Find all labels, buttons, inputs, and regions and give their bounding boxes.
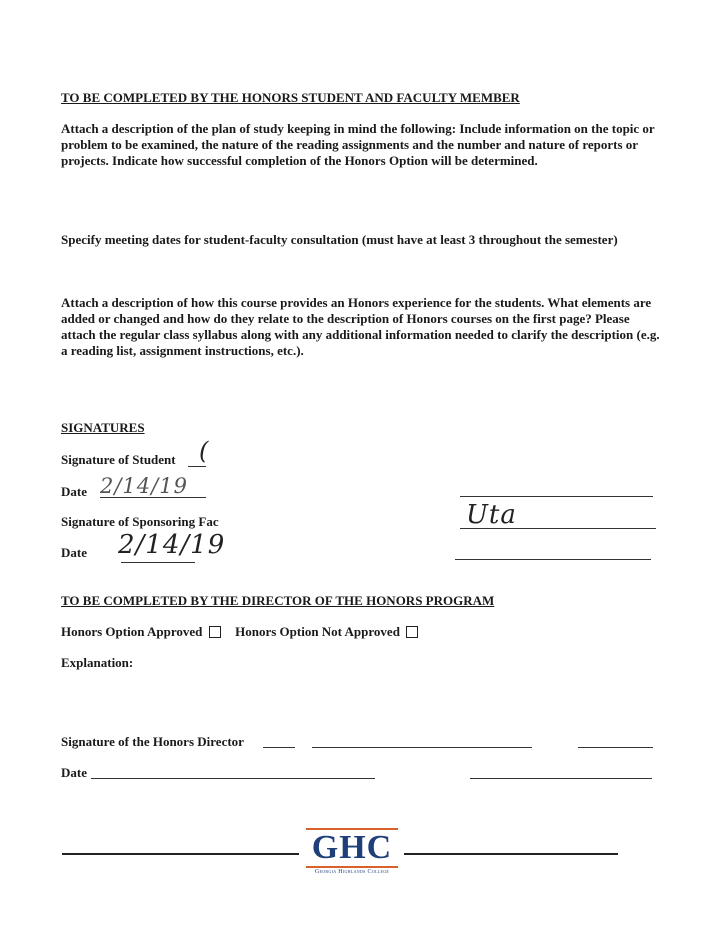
date-label-2: Date: [61, 545, 87, 560]
director-signature-label: Signature of the Honors Director: [61, 734, 244, 749]
student-signature-line[interactable]: [188, 466, 206, 467]
date-label-1: Date: [61, 484, 87, 499]
approval-options: [61, 624, 418, 640]
director-section-heading: TO BE COMPLETED BY THE DIRECTOR OF THE HONORS PROGRAM: [61, 593, 495, 608]
footer-rule-right: [404, 853, 618, 855]
director-date-line[interactable]: [91, 778, 375, 779]
approved-label: Honors Option Approved: [61, 624, 203, 639]
date-line-2-right: [455, 559, 651, 560]
explanation-label: Explanation:: [61, 655, 134, 670]
not-approved-checkbox[interactable]: [406, 626, 418, 638]
director-signature-line-b[interactable]: [312, 747, 532, 748]
student-section-heading: TO BE COMPLETED BY THE HONORS STUDENT AND FACULTY MEMBER: [61, 90, 520, 105]
director-date-label: Date: [61, 765, 87, 780]
date-value-1: 2/14/19: [100, 474, 188, 498]
ghc-logo: [302, 828, 402, 876]
signatures-heading: SIGNATURES: [61, 420, 145, 435]
logo-abbrev: GHC: [311, 829, 393, 866]
student-signature: (: [199, 437, 210, 465]
date-value-2: 2/14/19: [118, 530, 226, 560]
plan-of-study-instructions: Attach a description of the plan of study keeping in mind the following: Include information on the topic or problem to be examined, the nature of the reading assignments and the number and nature of reports or projects. Indicate how successful completion of the Honors Option will be determined.: [61, 121, 655, 168]
director-signature-line-a[interactable]: [263, 747, 295, 748]
student-signature-label: Signature of Student: [61, 452, 176, 467]
logo-college-name: Georgia Highlands College: [314, 869, 390, 875]
date-line-2[interactable]: [121, 562, 195, 563]
approved-checkbox[interactable]: [209, 626, 221, 638]
director-date-line-right: [470, 778, 652, 779]
footer-rule-left: [62, 853, 299, 855]
sponsor-signature: Uta: [466, 500, 517, 530]
meeting-dates-instructions: Specify meeting dates for student-faculty consultation (must have at least 3 throughout the semester): [61, 232, 618, 247]
sponsor-signature-line-top: [460, 496, 653, 497]
not-approved-label: Honors Option Not Approved: [235, 624, 400, 639]
director-signature-line-c: [578, 747, 653, 748]
honors-experience-instructions: Attach a description of how this course provides an Honors experience for the students. What elements are added or changed and how do they relate to the description of Honors courses on the first page? Please attach the regular class syllabus along with any additional information needed to clarify the description (e.g. a reading list, assignment instructions, etc.).: [61, 295, 660, 358]
sponsor-signature-label: Signature of Sponsoring Fac: [61, 514, 219, 529]
